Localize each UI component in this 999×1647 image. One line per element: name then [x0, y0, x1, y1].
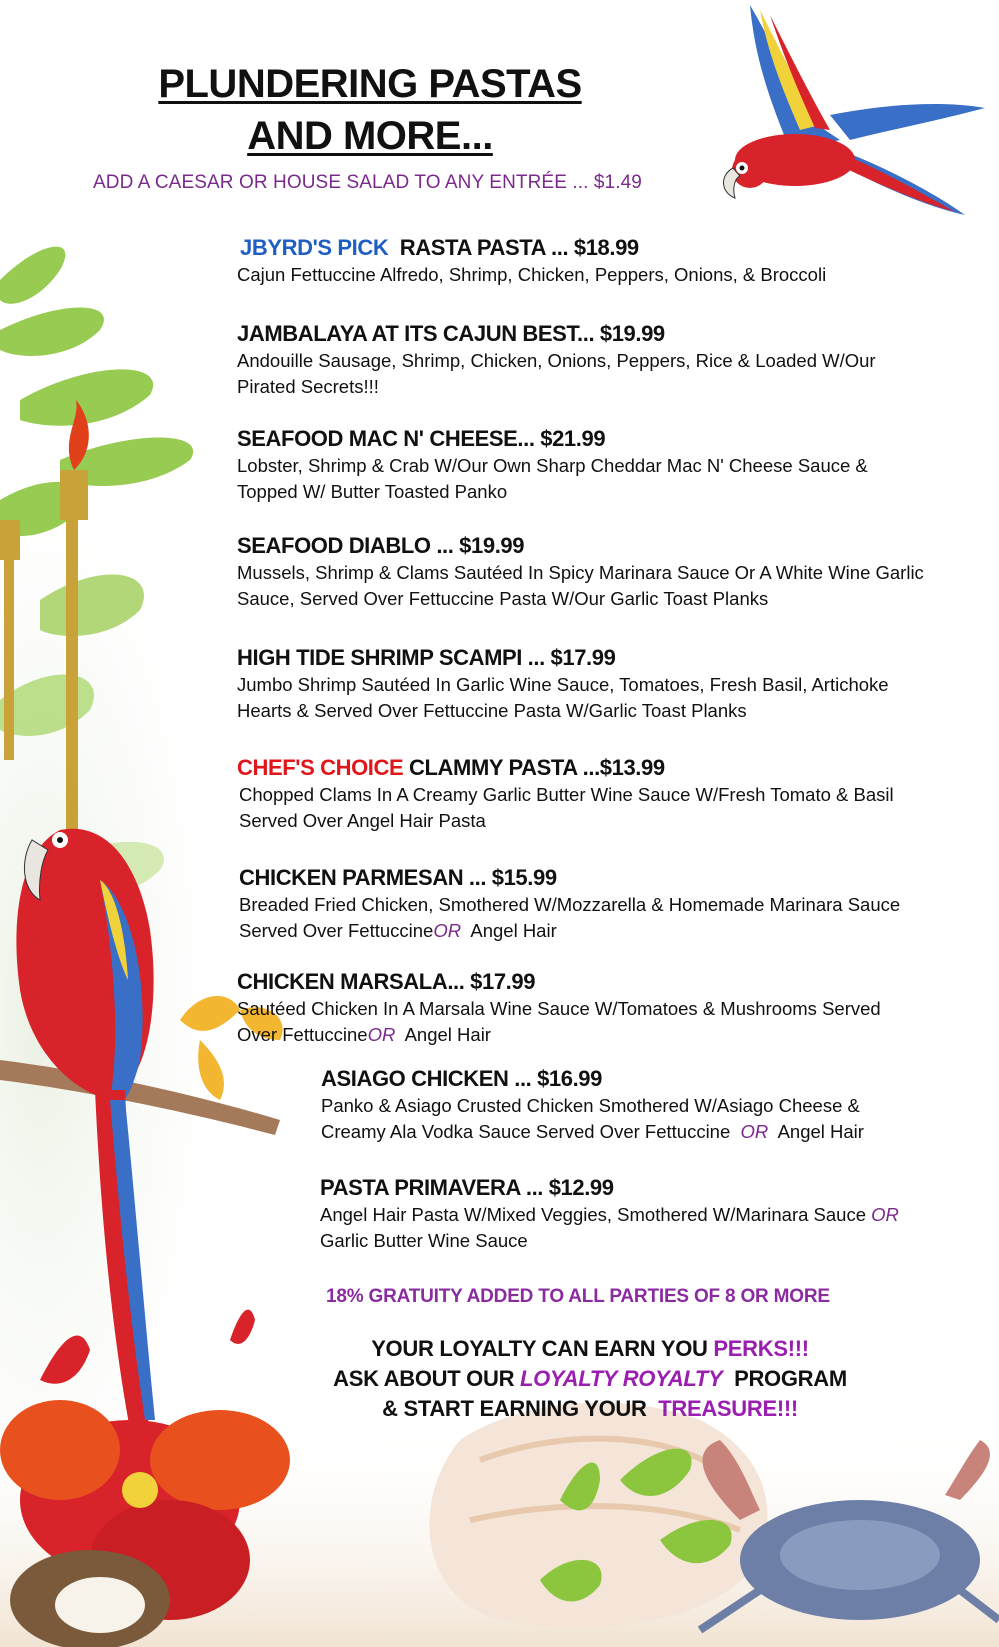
chefs-choice-tag: CHEF'S CHOICE — [237, 755, 404, 780]
menu-item — [237, 532, 937, 612]
title-line-1: PLUNDERING PASTAS — [158, 62, 582, 106]
loyalty-line-2: ASK ABOUT OUR LOYALTY ROYALTY PROGRAM — [333, 1366, 847, 1391]
or-connector: OR — [871, 1204, 899, 1225]
item-name: CHICKEN MARSALA... $17.99 — [237, 969, 536, 994]
menu-item — [237, 425, 927, 505]
loyalty-program-promo — [300, 1334, 880, 1424]
item-name: JAMBALAYA AT ITS CAJUN BEST... $19.99 — [237, 321, 665, 346]
salad-add-on-note: ADD A CAESAR OR HOUSE SALAD TO ANY ENTRÉE ... $1.49 — [93, 172, 642, 193]
item-name: SEAFOOD MAC N' CHEESE... $21.99 — [237, 426, 606, 451]
item-description: Panko & Asiago Crusted Chicken Smothered W/Asiago Cheese & Creamy Ala Vodka Sauce Served Over Fettuccine OR Angel Hair — [321, 1095, 864, 1142]
menu-title — [150, 58, 590, 162]
item-name: PASTA PRIMAVERA ... $12.99 — [320, 1175, 614, 1200]
title-line-2: AND MORE... — [247, 114, 493, 158]
seashell-icon — [429, 1403, 767, 1628]
jbyrds-pick-tag: JBYRD'S PICK — [240, 235, 389, 260]
item-name: SEAFOOD DIABLO ... $19.99 — [237, 533, 525, 558]
item-description: Lobster, Shrimp & Crab W/Our Own Sharp Cheddar Mac N' Cheese Sauce & Topped W/ Butter Toasted Panko — [237, 455, 868, 502]
item-description: Breaded Fried Chicken, Smothered W/Mozzarella & Homemade Marinara Sauce Served Over FettuccineOR Angel Hair — [239, 894, 901, 941]
menu-item — [237, 320, 927, 400]
gratuity-note: 18% GRATUITY ADDED TO ALL PARTIES OF 8 OR MORE — [326, 1286, 830, 1307]
coconut-icon — [10, 1550, 170, 1647]
item-heading — [240, 234, 937, 262]
or-connector: OR — [433, 920, 462, 941]
item-name: RASTA PASTA ... $18.99 — [399, 235, 639, 260]
item-name: CLAMMY PASTA ...$13.99 — [409, 755, 665, 780]
menu-item — [237, 644, 927, 724]
loyalty-line-1: YOUR LOYALTY CAN EARN YOU PERKS!!! — [371, 1336, 809, 1361]
menu-item — [237, 234, 937, 288]
item-description: Cajun Fettuccine Alfredo, Shrimp, Chicken, Peppers, Onions, & Broccoli — [237, 264, 827, 285]
item-description: Angel Hair Pasta W/Mixed Veggies, Smothered W/Marinara Sauce OR Garlic Butter Wine Sauce — [320, 1204, 899, 1251]
item-heading — [237, 754, 929, 782]
menu-item — [320, 1174, 940, 1254]
menu-item — [321, 1065, 921, 1145]
item-name: HIGH TIDE SHRIMP SCAMPI ... $17.99 — [237, 645, 616, 670]
flying-parrot-icon — [723, 5, 985, 215]
item-description: Jumbo Shrimp Sautéed In Garlic Wine Sauce, Tomatoes, Fresh Basil, Artichoke Hearts & Served Over Fettuccine Pasta W/Garlic Toast Planks — [237, 674, 889, 721]
item-description: Mussels, Shrimp & Clams Sautéed In Spicy Marinara Sauce Or A White Wine Garlic Sauce, Served Over Fettuccine Pasta W/Our Garlic Toast Planks — [237, 562, 924, 609]
or-connector: OR — [740, 1121, 769, 1142]
menu-item — [239, 864, 929, 944]
item-name: CHICKEN PARMESAN ... $15.99 — [239, 865, 557, 890]
item-description: Sautéed Chicken In A Marsala Wine Sauce W/Tomatoes & Mushrooms Served Over FettuccineOR Angel Hair — [237, 998, 881, 1045]
item-name: ASIAGO CHICKEN ... $16.99 — [321, 1066, 602, 1091]
or-connector: OR — [367, 1024, 396, 1045]
loyalty-line-3: & START EARNING YOUR TREASURE!!! — [382, 1396, 798, 1421]
menu-item — [237, 968, 897, 1048]
item-description: Andouille Sausage, Shrimp, Chicken, Onions, Peppers, Rice & Loaded W/Our Pirated Secrets!!! — [237, 350, 876, 397]
menu-item — [237, 754, 929, 834]
item-description: Chopped Clams In A Creamy Garlic Butter Wine Sauce W/Fresh Tomato & Basil Served Over Angel Hair Pasta — [239, 784, 894, 831]
